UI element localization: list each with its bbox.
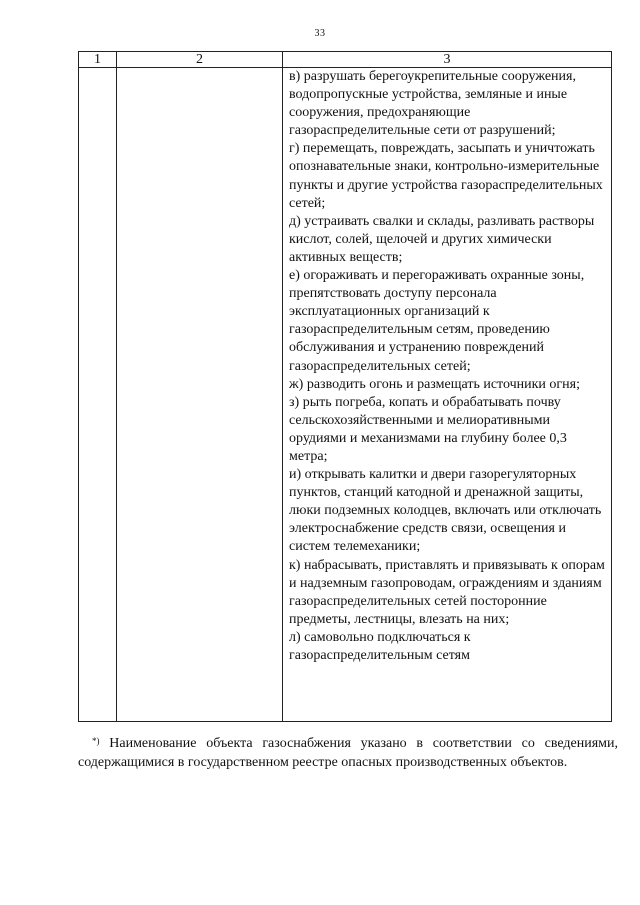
page-number: 33 — [314, 28, 326, 39]
table-cell-col1 — [79, 68, 117, 722]
footnote — [78, 734, 618, 772]
document-table — [78, 51, 612, 722]
list-item-z: з) рыть погреба, копать и обрабатывать почву сельскохозяйственными и мелиоративными орудиями и механизмами на глубину более 0,3 метра; — [289, 394, 567, 464]
list-item-g: г) перемещать, повреждать, засыпать и уничтожать опознавательные знаки, контрольно-измерительные пункты и другие устройства газораспределительных сетей; — [289, 141, 603, 211]
column-header-2: 2 — [117, 52, 283, 68]
footnote-marker: *) — [92, 736, 100, 746]
table-cell-col3 — [283, 68, 612, 722]
list-item-k: к) набрасывать, приставлять и привязывать к опорам и надземным газопроводам, ограждениям и зданиям газораспределительных сетей посторонние предметы, лестницы, влезать на них; — [289, 557, 605, 627]
list-item-e: е) огораживать и перегораживать охранные зоны, препятствовать доступу персонала эксплуатационных организаций к газораспределительным сетям, проведению обслуживания и устранению повреждений газораспределительных сетей; — [289, 268, 585, 374]
list-item-v: в) разрушать берегоукрепительные сооружения, водопропускные устройства, земляные и иные сооружения, предохраняющие газораспределительные сети от разрушений; — [289, 69, 576, 139]
table-header-row — [79, 52, 612, 68]
list-item-i: и) открывать калитки и двери газорегуляторных пунктов, станций катодной и дренажной защиты, люки подземных колодцев, включать или отключать электроснабжение средств связи, освещения и систем телемеханики; — [289, 467, 602, 555]
table-cell-col2 — [117, 68, 283, 722]
column-header-1: 1 — [79, 52, 117, 68]
list-item-d: д) устраивать свалки и склады, разливать растворы кислот, солей, щелочей и других химически активных веществ; — [289, 213, 595, 265]
table-row — [79, 68, 612, 722]
list-item-zh: ж) разводить огонь и размещать источники огня; — [289, 376, 580, 392]
column-header-3: 3 — [283, 52, 612, 68]
list-item-l: л) самовольно подключаться к газораспределительным сетям — [289, 629, 471, 663]
footnote-text: Наименование объекта газоснабжения указано в соответствии со сведениями, содержащимися в государственном реестре опасных производственных объектов. — [78, 736, 618, 770]
